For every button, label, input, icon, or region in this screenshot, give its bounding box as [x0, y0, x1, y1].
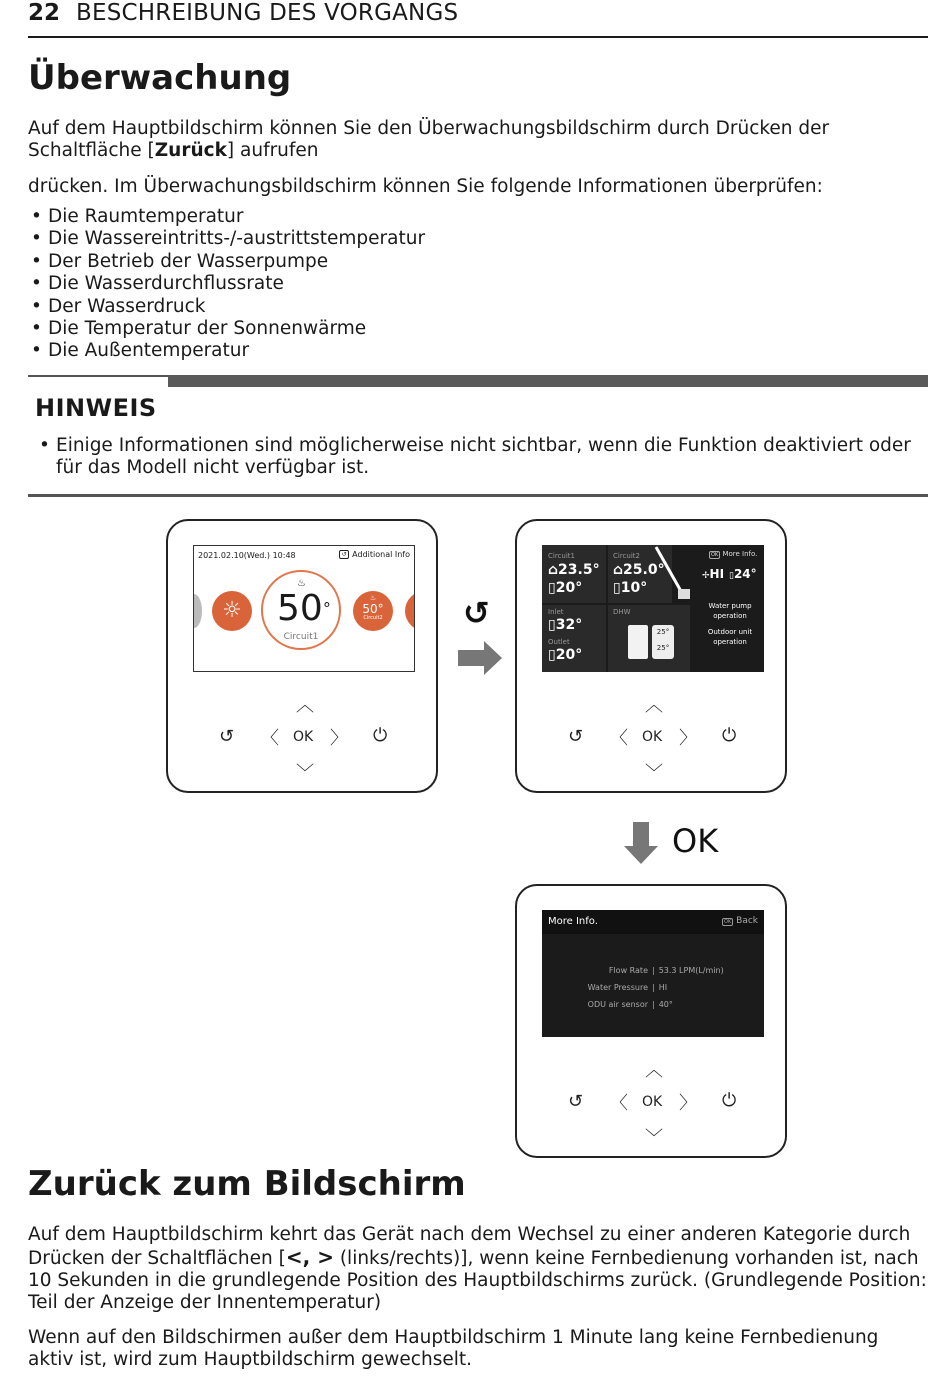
- next-item-indicator: [405, 591, 415, 631]
- ok-button[interactable]: OK: [642, 729, 663, 745]
- circuit1-water: ▯20°: [548, 580, 583, 596]
- keypad: [168, 689, 436, 784]
- circuit2-water-value: 10°: [620, 580, 648, 596]
- back-label: [722, 916, 758, 926]
- outlet-value: 20°: [555, 647, 583, 663]
- section-heading: BESCHREIBUNG DES VORGANGS: [76, 0, 459, 26]
- row-sep: |: [652, 1000, 655, 1009]
- more-info-label: More Info.: [722, 550, 758, 558]
- list-item: • Die Raumtemperatur: [28, 206, 425, 228]
- circuit1-label: Circuit1: [548, 552, 575, 560]
- right-button[interactable]: 〉: [679, 728, 697, 749]
- info-row: [542, 962, 764, 979]
- left-button[interactable]: 〈: [610, 728, 628, 749]
- circuit1-room-value: 23.5°: [558, 562, 600, 578]
- intro-pre: Auf dem Hauptbildschirm können Sie den Überwachungsbildschirm durch Drücken der Schaltfläche [: [28, 118, 830, 161]
- inlet-temp: ▯32°: [548, 617, 583, 633]
- left-right-keys: <, >: [285, 1245, 334, 1269]
- power-button[interactable]: ⏻: [722, 725, 737, 746]
- info-row: [542, 996, 764, 1013]
- note-bar: [168, 375, 928, 387]
- big-temp: [277, 589, 331, 629]
- list-item: • Die Temperatur der Sonnenwärme: [28, 318, 425, 340]
- left-button[interactable]: 〈: [610, 1093, 628, 1114]
- controller-monitoring: [515, 519, 787, 793]
- ok-button[interactable]: OK: [642, 1094, 663, 1110]
- inlet-label: Inlet: [548, 608, 564, 616]
- note-title: HINWEIS: [35, 394, 157, 422]
- circuit2-dial: [353, 591, 393, 631]
- down-button[interactable]: ﹀: [645, 1128, 663, 1149]
- right-button[interactable]: 〉: [330, 728, 348, 749]
- controller-main: [166, 519, 438, 793]
- power-button[interactable]: ⏻: [722, 1090, 737, 1111]
- controller-more-info: [515, 884, 787, 1158]
- down-button[interactable]: ﹀: [296, 763, 314, 784]
- up-button[interactable]: ︿: [296, 695, 314, 716]
- left-button[interactable]: 〈: [261, 728, 279, 749]
- row-label: ODU air sensor: [587, 1000, 648, 1009]
- list-item: • Die Außentemperatur: [28, 340, 425, 362]
- monitoring-screen: [542, 545, 764, 672]
- up-button[interactable]: ︿: [645, 695, 663, 716]
- circuit1-label: Circuit1: [283, 632, 319, 642]
- hi-value: HI: [709, 567, 725, 581]
- list-item: • Der Wasserdruck: [28, 296, 425, 318]
- right-arrow-icon: [458, 641, 502, 675]
- row-label: Flow Rate: [608, 966, 648, 975]
- up-button[interactable]: ︿: [645, 1060, 663, 1081]
- list-item: • Der Betrieb der Wasserpumpe: [28, 251, 425, 273]
- outlet-temp: ▯20°: [548, 647, 583, 663]
- right-button[interactable]: 〉: [679, 1093, 697, 1114]
- circuit1-water-value: 20°: [555, 580, 583, 596]
- row-sep: |: [652, 966, 655, 975]
- circuit2-label: Circuit2: [363, 615, 383, 621]
- big-temp-value: 50: [277, 588, 323, 629]
- fan-icon: ✢: [702, 571, 710, 581]
- info-rows: [542, 962, 764, 1013]
- ok-badge: OK: [724, 919, 732, 925]
- header-rule: [28, 36, 928, 38]
- return-paragraph: [28, 1224, 928, 1314]
- back-arrow-icon: ↺: [463, 594, 490, 632]
- circuit2-room-value: 25.0°: [623, 562, 665, 578]
- dhw-top: 25°: [656, 628, 670, 636]
- back-icon: ↺: [339, 550, 349, 559]
- return-title: Zurück zum Bildschirm: [28, 1164, 466, 1204]
- sun-icon: ☼: [212, 591, 252, 631]
- prev-item-indicator: [193, 594, 202, 628]
- circuit2-room: ⌂25.0°: [613, 562, 665, 578]
- thermometer-icon: ▯: [729, 571, 734, 581]
- circuit2-label: Circuit2: [613, 552, 640, 560]
- intro-post: ] aufrufen: [226, 140, 319, 161]
- back-button[interactable]: ↺: [568, 726, 584, 747]
- degree-sign: °: [322, 599, 331, 618]
- note-bottom-rule: [28, 494, 928, 497]
- more-info: [709, 550, 757, 558]
- list-item: • Die Wassereintritts-/-austrittstemperatur: [28, 228, 425, 250]
- ok-badge: OK: [711, 552, 719, 558]
- ok-button[interactable]: OK: [293, 729, 314, 745]
- timeout-paragraph: Wenn auf den Bildschirmen außer dem Hauptbildschirm 1 Minute lang keine Fernbedienung aktiv ist, wird zum Hauptbildschirm gewechselt.: [28, 1327, 879, 1370]
- row-value: HI: [658, 983, 668, 992]
- dhw-label: DHW: [613, 608, 631, 616]
- small-heating-icon: ♨: [369, 594, 377, 602]
- monitoring-intro: [28, 118, 928, 162]
- dhw-bottom: 25°: [656, 644, 670, 652]
- intro-bold: Zurück: [154, 140, 227, 161]
- row-value: 40°: [658, 1000, 673, 1009]
- pump-indicator: [702, 567, 724, 581]
- dhw-tank-icon: [628, 625, 648, 659]
- keypad: [517, 1054, 785, 1149]
- outlet-label: Outlet: [548, 638, 570, 646]
- back-button[interactable]: ↺: [219, 726, 235, 747]
- row-sep: |: [652, 983, 655, 992]
- row-label: Water Pressure: [587, 983, 648, 992]
- monitoring-intro2: drücken. Im Überwachungsbildschirm können Sie folgende Informationen überprüfen:: [28, 176, 823, 197]
- back-button[interactable]: ↺: [568, 1091, 584, 1112]
- outdoor-value: 24°: [733, 567, 757, 581]
- info-row: [542, 979, 764, 996]
- heating-icon: ♨: [297, 578, 306, 589]
- back-text: Back: [736, 916, 758, 926]
- datetime: 2021.02.10(Wed.) 10:48: [198, 551, 296, 560]
- circuit2-water: ▯10°: [613, 580, 648, 596]
- flow-diagonal-icon: [652, 545, 692, 605]
- ok-arrow-label: OK: [672, 822, 719, 860]
- outdoor-unit-label: Outdoor unit operation: [707, 628, 753, 646]
- additional-info-label: Additional Info: [352, 550, 410, 559]
- return-pre: Auf dem Hauptbildschirm kehrt das Gerät nach dem Wechsel zu einer anderen Kategorie durch Drücken der Schaltflächen [: [28, 1224, 911, 1269]
- more-info-screen: [542, 910, 764, 1037]
- keypad: [517, 689, 785, 784]
- more-info-title: More Info.: [548, 916, 598, 927]
- note-rule: [28, 375, 168, 377]
- return-post: (links/rechts)], wenn keine Fernbedienung vorhanden ist, nach 10 Sekunden in die grundlegende Position des Hauptbildschirms zurück. (Grundlegende Position: Teil der Anzeige der Innentemperatur): [28, 1248, 927, 1313]
- water-pump-label: Water pump operation: [708, 602, 752, 620]
- inlet-value: 32°: [555, 617, 583, 633]
- additional-info: [339, 550, 410, 559]
- info-list: [28, 206, 425, 363]
- list-item: • Die Wasserdurchflussrate: [28, 273, 425, 295]
- dhw-sensor: [652, 625, 674, 659]
- circuit1-dial: [261, 570, 341, 650]
- circuit1-room: ⌂23.5°: [548, 562, 600, 578]
- page-number: 22: [28, 0, 61, 26]
- down-button[interactable]: ﹀: [645, 763, 663, 784]
- note-text: • Einige Informationen sind möglicherweise nicht sichtbar, wenn die Funktion deaktiviert oder für das Modell nicht verfügbar ist.: [36, 435, 916, 480]
- row-value: 53.3 LPM(L/min): [658, 966, 724, 975]
- outdoor-temp: [729, 567, 757, 581]
- monitoring-title: Überwachung: [28, 58, 292, 98]
- down-arrow-icon: [624, 822, 658, 864]
- power-button[interactable]: ⏻: [373, 725, 388, 746]
- main-screen: [193, 545, 415, 672]
- small-temp: 50°: [362, 602, 384, 616]
